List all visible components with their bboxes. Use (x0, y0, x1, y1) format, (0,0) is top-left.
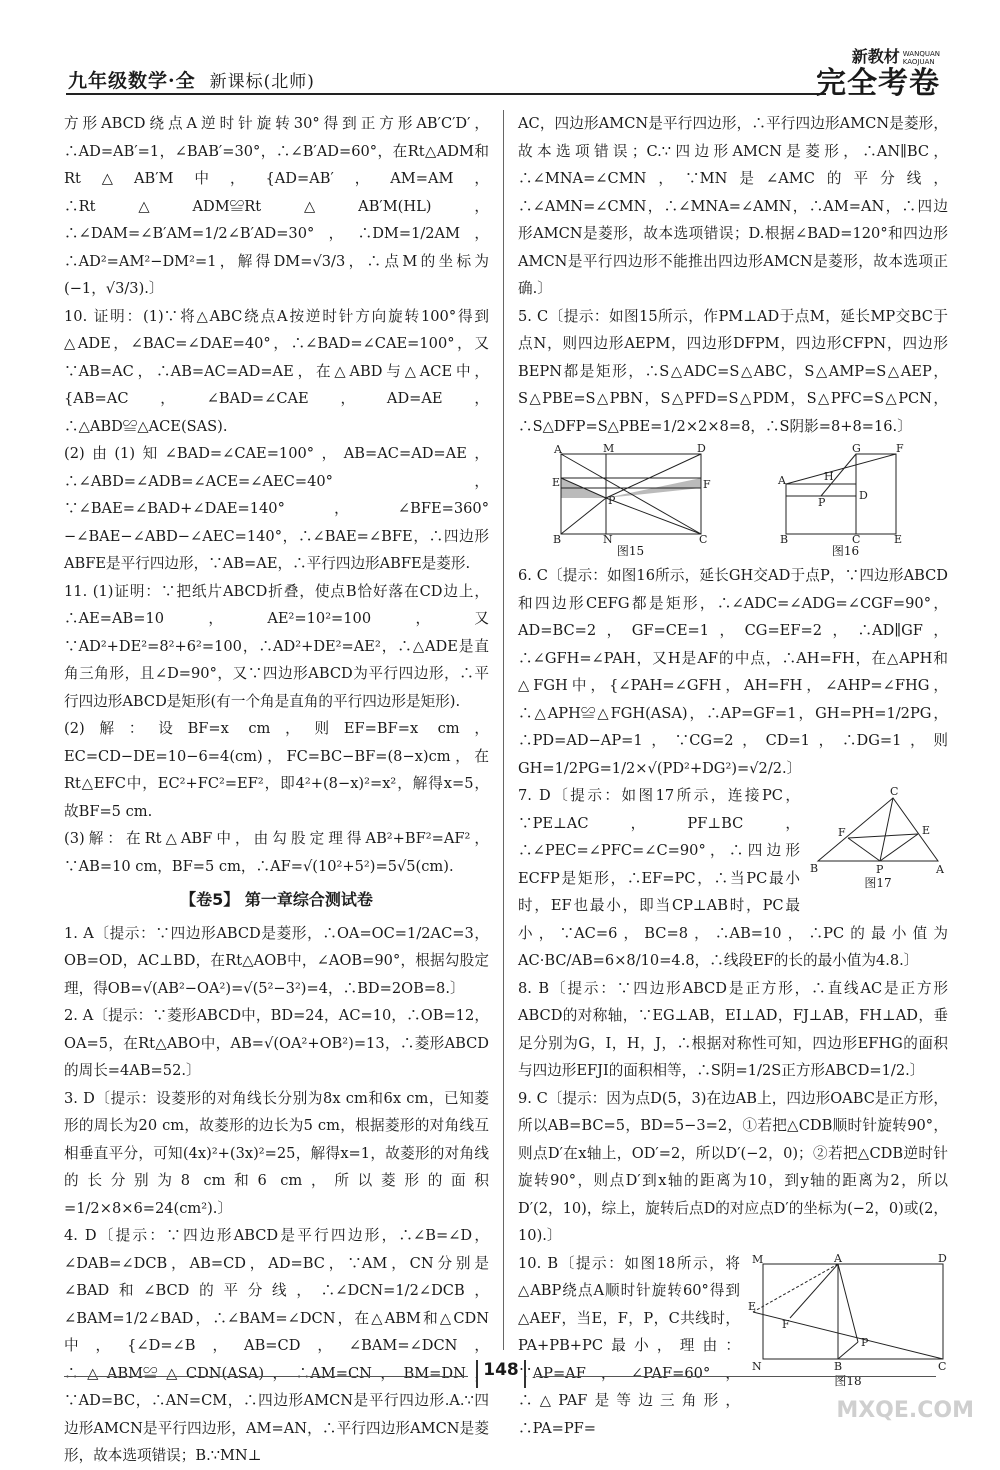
brand-en (903, 50, 940, 66)
svg-text:C: C (938, 1359, 947, 1373)
figure-17 (808, 786, 948, 890)
answer-10: 10. B〔提示：如图18所示，将△ABP绕点A顺时针旋转60°得到△AEF，当E，F，P，C共线时，PA+PB+PC最小，理由：∵AP=AF，∠PAF=60°，∴△PAF是等边三角形，∴PA=PF= (518, 1254, 740, 1437)
answer-1: 1. A〔提示：∵四边形ABCD是菱形，∴OA=OC=1/2AC=3，OB=OD，AC⊥BD，在Rt△AOB中，∠AOB=90°，根据勾股定理，得OB=√(AB²−OA²)=√(5²−3²)=4，∴BD=2OB=8.〕 (64, 924, 489, 997)
svg-text:C: C (851, 533, 860, 544)
answer-q10: 10. 证明：(1)∵将△ABC绕点A按逆时针方向旋转100°得到△ADE，∠BAC=∠DAE=40°，∴∠BAD=∠CAE=100°，又∵AB=AC，∴AB=AC=AD=AE，在△ABD与△ACE中，{AB=AC，∠BAD=∠CAE，AD=AE，∴△ABD≌△ACE(SAS). (64, 307, 489, 435)
answer-q10b: (2)由(1)知∠BAD=∠CAE=100°，AB=AC=AD=AE，∴∠ABD=∠ADB=∠ACE=∠AEC=40°，∵∠BAE=∠BAD+∠DAE=140°，∠BFE=360°−∠BAE−∠ABD−∠AEC=140°，∴∠BAE=∠BFE，∴四边形ABFE是平行四边形，∵AB=AE，∴平行四边形ABFE是菱形. (64, 445, 489, 572)
figure-17-diagram (808, 786, 948, 876)
svg-text:B: B (552, 533, 561, 544)
figure-16-diagram (776, 444, 916, 544)
figure-17-caption: 图17 (864, 876, 892, 890)
svg-text:E: E (922, 824, 931, 837)
svg-text:P: P (817, 496, 825, 509)
figure-15 (551, 444, 711, 558)
answer-q11c: (3)解：在Rt△ABF中，由勾股定理得AB²+BF²=AF²，∵AB=10 cm，BF=5 cm，∴AF=√(10²+5²)=5√5(cm). (64, 830, 489, 875)
svg-text:B: B (779, 533, 788, 544)
figure-18 (748, 1254, 948, 1388)
svg-text:D: D (858, 489, 868, 502)
answer-5: 5. C〔提示：如图15所示，作PM⊥AD于点M，延长MP交BC于点N，则四边形AEPM，四边形DFPM，四边形CFPN，四边形BEPN都是矩形，∴S△ADC=S△ABC，S△AMP=S△AEP，S△PBE=S△PBN，S△PFD=S△PDM，S△PFC=S△PCN，∴S△DFP=S△PBE=1/2×2×8=8，∴S阴影=8+8=16.〕 (518, 307, 948, 435)
svg-text:N: N (602, 533, 613, 544)
svg-text:M: M (602, 444, 614, 455)
svg-text:C: C (698, 533, 707, 544)
svg-text:F: F (895, 444, 904, 455)
figure-18-diagram (748, 1254, 948, 1374)
answer-4: 4. D〔提示：∵四边形ABCD是平行四边形，∴∠B=∠D，∠DAB=∠DCB，AB=CD，AD=BC，∵AM，CN分别是∠BAD和∠BCD的平分线，∴∠DCN=1/2∠DCB，∠BAM=1/2∠BAD，∴∠BAM=∠DCN，在△ABM和△CDN中，{∠D=∠B，AB=CD，∠BAM=∠DCN，∴△ABM≌△CDN(ASA)，∴AM=CN，BM=DN，∵AD=BC，∴AN=CM，∴四边形AMCN是平行四边形.A.∵四边形AMCN是平行四边形，AM=AN，∴平行四边形AMCN是菱形，故本选项错误；B.∵MN⊥ (64, 1227, 489, 1464)
svg-text:E: E (748, 1299, 757, 1313)
figure-16 (776, 444, 916, 558)
svg-text:B: B (834, 1359, 843, 1373)
svg-text:P: P (861, 1335, 869, 1349)
svg-text:E: E (551, 476, 560, 489)
right-column (518, 110, 948, 1442)
svg-text:F: F (838, 826, 846, 839)
answer-q11b: (2)解：设BF=x cm，则EF=BF=x cm，EC=CD−DE=10−6=4(cm)，FC=BC−BF=(8−x)cm，在Rt△EFC中，EC²+FC²=EF²，即4²+(8−x)²=x²，解得x=5，故BF=5 cm. (64, 720, 489, 820)
svg-text:C: C (890, 786, 899, 798)
figures-15-16 (518, 444, 948, 558)
brand-top: 新教材 (851, 47, 900, 66)
brand-logo (780, 44, 940, 101)
page-number: 148 (476, 1360, 526, 1380)
svg-text:E: E (893, 533, 902, 544)
svg-text:F: F (782, 1317, 790, 1331)
answer-8: 8. B〔提示：∵四边形ABCD是正方形，∴直线AC是正方形ABCD的对称轴，∵EG⊥AB，EI⊥AD，FJ⊥AB，FH⊥AD，垂足分别为G，I，H，J，∴根据对称性可知，四边形EFHG的面积与四边形EFJI的面积相等，∴S阴=1/2S正方形ABCD=1/2.〕 (518, 979, 948, 1079)
answer-4-cont: AC，四边形AMCN是平行四边形，∴平行四边形AMCN是菱形，故本选项错误；C.∵四边形AMCN是菱形，∴AN∥BC，∴∠MNA=∠CMN，∵MN是∠AMC的平分线，∴∠AMN=∠CMN，∴∠MNA=∠AMN，∴AM=AN，∴四边形AMCN是菱形，故本选项错误；D.根据∠BAD=120°和四边形AMCN是平行四边形不能推出四边形AMCN是菱形，故本选项正确.〕 (518, 115, 948, 297)
header-title (68, 66, 315, 93)
brand-main: 完全考卷 (816, 66, 940, 101)
answer-9: 9. C〔提示：因为点D(5，3)在边AB上，四边形OABC是正方形，所以AB=BC=5，BD=5−3=2，①若把△CDB顺时针旋转90°，则点D′在x轴上，OD′=2，所以D′(−2，0)；②若把△CDB逆时针旋转90°，则点D′到x轴的距离为10，到y轴的距离为2，所以D′(2，10)，综上，旋转后点D的对应点D′的坐标为(−2，0)或(2，10).〕 (518, 1089, 949, 1244)
svg-text:P: P (876, 863, 884, 876)
answer-3: 3. D〔提示：设菱形的对角线长分别为8x cm和6x cm，已知菱形的周长为20 cm，故菱形的边长为5 cm，根据菱形的对角线互相垂直平分，可知(4x)²+(3x)²=25，解得x=1，故菱形的对角线的长分别为8 cm和6 cm，所以菱形的面积=1/2×8×6=24(cm²).〕 (64, 1089, 489, 1217)
footer-rule-left (64, 1376, 468, 1377)
figure-18-caption: 图18 (834, 1373, 862, 1388)
answer-7: 7. D〔提示：如图17所示，连接PC，∵PE⊥AC，PF⊥BC，∴∠PEC=∠PFC=∠C=90°，∴四边形ECFP是矩形，∴EF=PC，∴当PC最小时，EF也最小，即当CP⊥AB时，PC最小，∵AC=6，BC=8，∴AB=10，∴PC的最小值为AC·BC/AB=6×8/10=4.8，∴线段EF的长的最小值为4.8.〕 (518, 787, 948, 969)
svg-text:A: A (553, 444, 562, 456)
svg-text:M: M (752, 1253, 764, 1266)
answer-6: 6. C〔提示：如图16所示，延长GH交AD于点P，∵四边形ABCD和四边形CEFG都是矩形，∴∠ADC=∠ADG=∠CGF=90°，AD=BC=2，GF=CE=1，CG=EF=2，∴AD∥GF，∴∠GFH=∠PAH，又H是AF的中点，∴AH=FH，在△APH和△FGH中，{∠PAH=∠GFH，AH=FH，∠AHP=∠FHG，∴△APH≌△FGH(ASA)，∴AP=GF=1，GH=PH=1/2PG，∴PD=AD−AP=1，∵CG=2，CD=1，∴DG=1，则GH=1/2PG=1/2×√(PD²+DG²)=√2/2.〕 (518, 567, 948, 777)
book-title: 九年级数学·全 (68, 70, 196, 92)
svg-text:A: A (936, 863, 944, 876)
svg-text:D: D (696, 444, 706, 455)
svg-text:H: H (823, 470, 834, 483)
watermark: MXQE.COM (836, 1398, 974, 1423)
brand-en-1: WANQUAN (902, 49, 940, 58)
svg-text:P: P (607, 494, 615, 507)
svg-text:N: N (752, 1359, 762, 1373)
svg-text:F: F (702, 478, 711, 491)
svg-text:A: A (777, 474, 786, 487)
answer-text: 方形ABCD绕点A逆时针旋转30°得到正方形AB′C′D′，∴AD=AB′=1，∠BAB′=30°，∴∠B′AD=60°，在Rt△ADM和Rt△AB′M中，{AD=AB′，AM=AM，∴Rt△ADM≌Rt△AB′M(HL)，∴∠DAM=∠B′AM=1/2∠B′AD=30°，∴DM=1/2AM，∴AD²=AM²−DM²=1，解得DM=√3/3，∴点M的坐标为(−1，√3/3).〕 (64, 115, 489, 297)
figure-16-caption: 图16 (831, 544, 860, 558)
header-rule (66, 93, 826, 95)
answer-2: 2. A〔提示：∵菱形ABCD中，BD=24，AC=10，∴OB=12，OA=5，在Rt△ABO中，AB=√(OA²+OB²)=13，∴菱形ABCD的周长=4AB=52.〕 (64, 1007, 489, 1079)
figure-15-caption: 图15 (616, 544, 645, 558)
svg-text:B: B (810, 862, 819, 875)
footer-rule-right (536, 1376, 936, 1377)
svg-text:G: G (851, 444, 861, 455)
svg-text:A: A (834, 1253, 842, 1265)
answer-q11: 11. (1)证明：∵把纸片ABCD折叠，使点B恰好落在CD边上，∴AE=AB=10，AE²=10²=100，又∵AD²+DE²=8²+6²=100，∴AD²+DE²=AE²，∴△ADE是直角三角形，且∠D=90°，又∵四边形ABCD为平行四边形，∴平行四边形ABCD是矩形(有一个角是直角的平行四边形是矩形). (64, 582, 489, 710)
brand-en-2: KAOJUAN (902, 57, 935, 66)
book-subtitle: 新课标(北师) (209, 72, 315, 92)
section-title: 【卷5】 第一章综合测试卷 (180, 890, 373, 909)
column-divider (503, 110, 504, 1350)
left-column (64, 110, 489, 1470)
svg-text:D: D (938, 1253, 947, 1265)
figure-15-diagram (551, 444, 711, 544)
